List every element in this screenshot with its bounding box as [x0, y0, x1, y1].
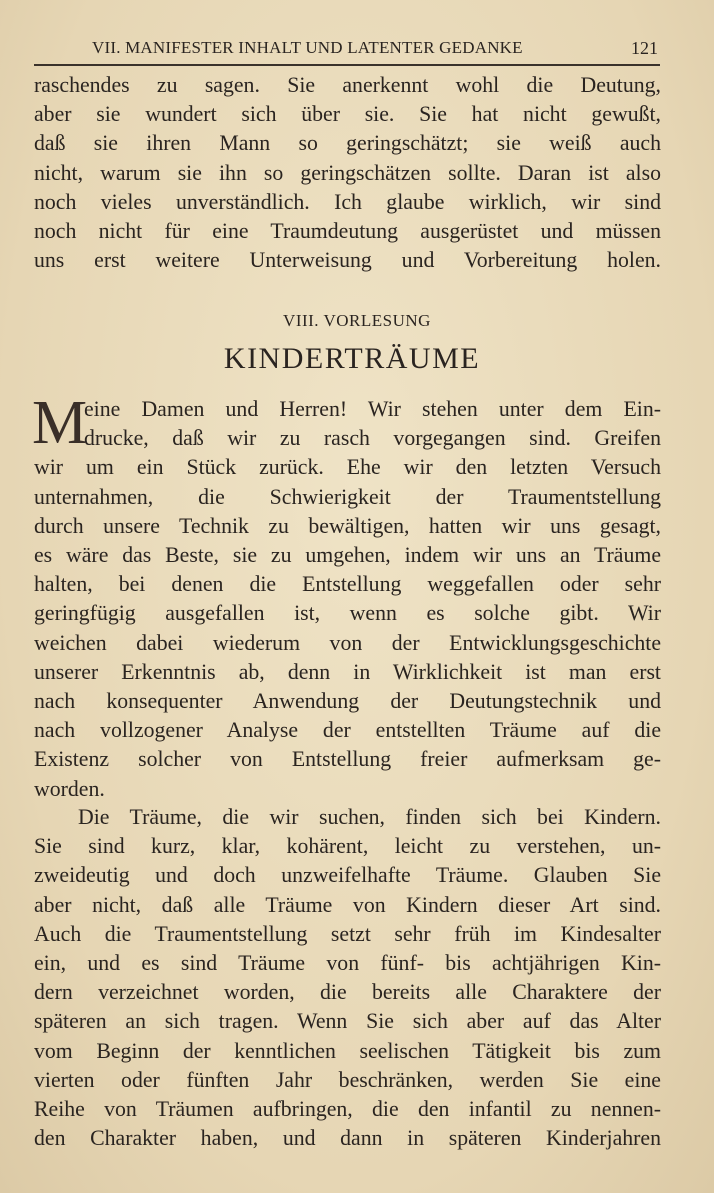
text-line: geringfügig ausgefallen ist, wenn es solche gibt. Wir	[34, 601, 661, 626]
text-line: halten, bei denen die Entstellung weggefallen oder sehr	[34, 572, 661, 597]
text-line: noch vieles unverständlich. Ich glaube wirklich, wir sind	[34, 189, 661, 214]
text-line: eine Damen und Herren! Wir stehen unter dem Ein-	[84, 397, 661, 421]
paragraph-second	[34, 803, 661, 1153]
text-line: den Charakter haben, und dann in späteren Kinderjahren	[34, 1126, 661, 1151]
text-line: weichen dabei wiederum von der Entwicklungsgeschichte	[34, 630, 661, 655]
text-line: noch nicht für eine Traumdeutung ausgerüstet und müssen	[34, 219, 661, 244]
text-line: aber nicht, daß alle Träume von Kindern dieser Art sind.	[34, 892, 661, 917]
text-line: vierten oder fünften Jahr beschränken, werden Sie eine	[34, 1067, 661, 1092]
text-line: daß sie ihren Mann so geringschätzt; sie weiß auch	[34, 131, 661, 156]
text-line: Die Träume, die wir suchen, finden sich bei Kindern.	[78, 805, 661, 829]
text-line: nach konsequenter Anwendung der Deutungstechnik und	[34, 689, 661, 714]
text-line: Auch die Traumentstellung setzt sehr früh im Kindesalter	[34, 921, 661, 946]
text-line: drucke, daß wir zu rasch vorgegangen sind. Greifen	[84, 426, 661, 451]
text-line: ein, und es sind Träume von fünf- bis achtjährigen Kin-	[34, 951, 661, 976]
text-line: Reihe von Träumen aufbringen, die den infantil zu nennen-	[34, 1097, 661, 1122]
text-line: worden.	[34, 776, 105, 801]
running-title: VII. MANIFESTER INHALT UND LATENTER GEDANKE	[92, 38, 523, 57]
text-line: Existenz solcher von Entstellung freier aufmerksam ge-	[34, 747, 661, 772]
paragraph-opening	[32, 389, 661, 804]
text-line: nicht, warum sie ihn so geringschätzen sollte. Daran ist also	[34, 160, 661, 185]
page-number: 121	[631, 38, 658, 58]
text-line: raschendes zu sagen. Sie anerkennt wohl die Deutung,	[34, 73, 661, 97]
text-line: dern verzeichnet worden, die bereits alle Charaktere der	[34, 980, 661, 1005]
text-line: durch unsere Technik zu bewältigen, hatten wir uns gesagt,	[34, 513, 661, 538]
chapter-label: VIII. VORLESUNG	[283, 311, 431, 330]
text-line: späteren an sich tragen. Wenn Sie sich aber auf das Alter	[34, 1009, 661, 1034]
text-line: unternahmen, die Schwierigkeit der Traumentstellung	[34, 484, 661, 509]
text-line: nach vollzogener Analyse der entstellten Träume auf die	[34, 718, 661, 743]
text-line: zweideutig und doch unzweifelhafte Träume. Glauben Sie	[34, 863, 661, 888]
text-line: uns erst weitere Unterweisung und Vorbereitung holen.	[34, 248, 661, 273]
drop-cap: M	[32, 389, 88, 457]
paragraph-continued	[34, 71, 661, 275]
running-header	[34, 34, 660, 66]
text-line: Sie sind kurz, klar, kohärent, leicht zu verstehen, un-	[34, 834, 661, 859]
text-line: vom Beginn der kenntlichen seelischen Tätigkeit bis zum	[34, 1038, 661, 1063]
text-line: aber sie wundert sich über sie. Sie hat nicht gewußt,	[34, 102, 661, 127]
chapter-title: KINDERTRÄUME	[223, 342, 481, 375]
text-line: wir um ein Stück zurück. Ehe wir den letzten Versuch	[34, 455, 661, 480]
text-line: es wäre das Beste, sie zu umgehen, indem wir uns an Träume	[34, 543, 661, 568]
text-line: unserer Erkenntnis ab, denn in Wirklichkeit ist man erst	[34, 659, 661, 684]
